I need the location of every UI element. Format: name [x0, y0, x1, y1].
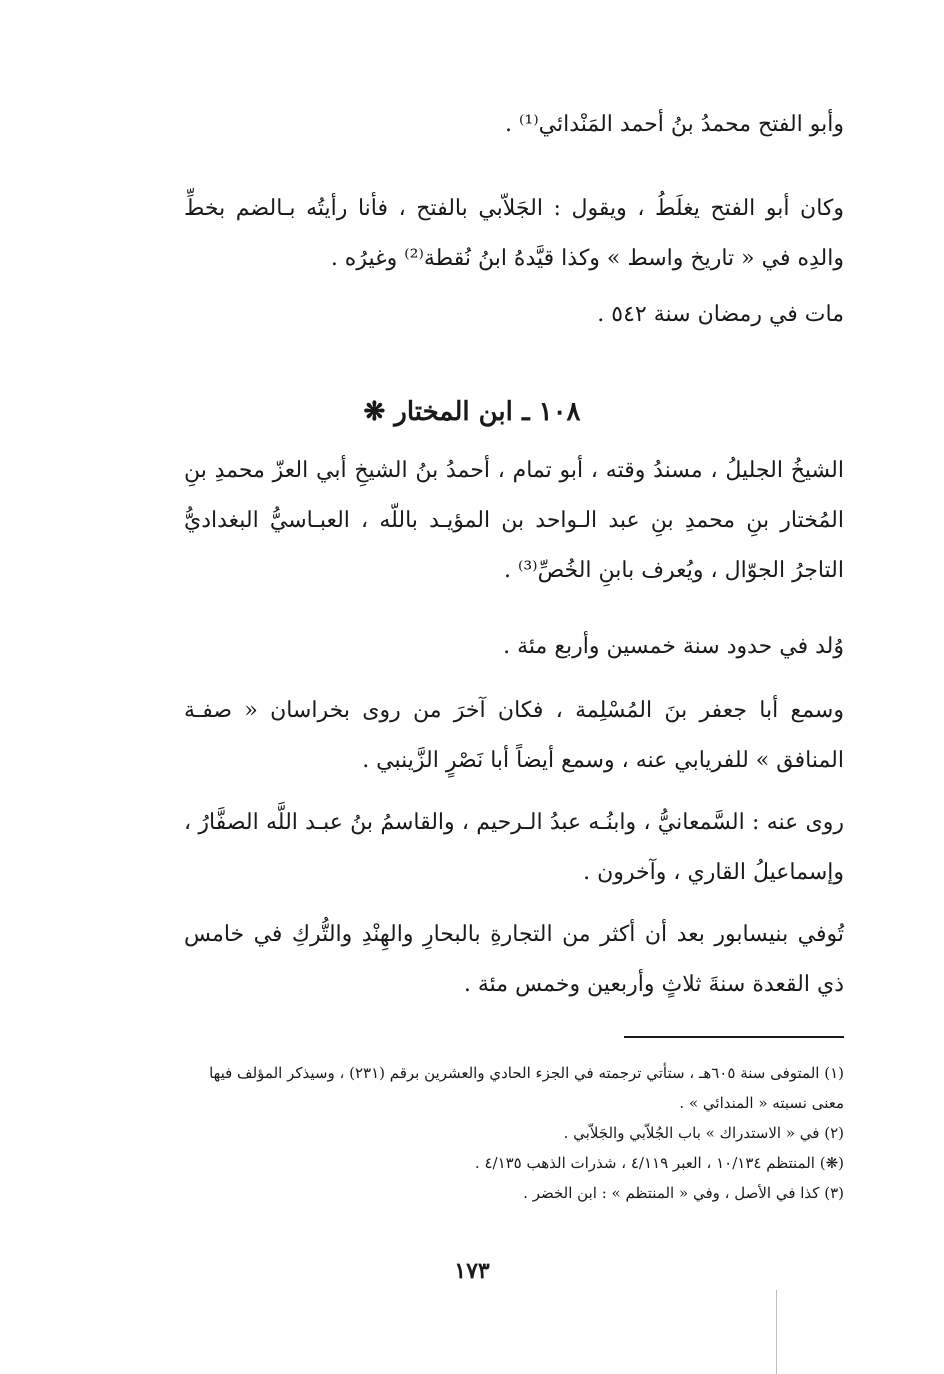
footnote-2: (٢) في « الاستدراك » باب الجُلاّبي والجَلاّبي .: [563, 1124, 844, 1142]
footnote-1: (١) المتوفى سنة ٦٠٥هـ ، ستأتي ترجمته في الجزء الحادي والعشرين برقم (٢٣١) ، وسيذكر المؤلف فيها معنى نسبته « المندائي » .: [209, 1064, 844, 1112]
paragraph-death: تُوفي بنيسابور بعد أن أكثر من التجارةِ بالبحارِ والهِنْدِ والتُّركِ في خامس ذي القعدة سنةَ ثلاثٍ وأربعين وخمس مئة .: [184, 922, 844, 997]
paragraph-mandai: وأبو الفتح محمدُ بنُ أحمد المَنْدائي⁽¹⁾ .: [505, 112, 844, 137]
paragraph-biography: الشيخُ الجليلُ ، مسندُ وقته ، أبو تمام ، أحمدُ بنُ الشيخِ أبي العزّ محمدِ بنِ المُختار بنِ محمدِ بنِ عبد الـواحد بن المؤيـد باللّه ، العبـاسيُّ البغداديُّ التاجرُ الجوّال ، ويُعرف بابنِ الخُصِّ⁽³⁾ .: [184, 458, 844, 583]
footnotes: [184, 1058, 844, 1208]
paragraph-heard: وسمع أبا جعفر بنَ المُسْلِمة ، فكان آخرَ من روى بخراسان « صفـة المنافق » للفريابي عنه ، وسمع أيضاً أبا نَصْرٍ الزَّينبي .: [184, 698, 844, 773]
entry-heading: ١٠٨ ـ ابن المختار ❋: [363, 397, 581, 427]
paragraph-narrators: روى عنه : السَّمعانيُّ ، وابنُـه عبدُ الـرحيم ، والقاسمُ بنُ عبـد اللَّه الصفَّارُ ، وإسماعيلُ القاري ، وآخرون .: [184, 810, 844, 885]
paragraph-birth: وُلد في حدود سنة خمسين وأربع مئة .: [503, 634, 844, 659]
paragraph-jallabi: وكان أبو الفتح يغلَطُ ، ويقول : الجَلاّبي بالفتح ، فأنا رأيتُه بـالضم بخطِّ والدِه في « تاريخ واسط » وكذا قيَّدهُ ابنُ نُقطة⁽²⁾ وغيرُه .: [184, 196, 844, 271]
paragraph-death-542: مات في رمضان سنة ٥٤٢ .: [597, 302, 844, 327]
page-number: ١٧٣: [454, 1258, 490, 1284]
footnote-divider: [624, 1036, 844, 1038]
footnote-star: (❋) المنتظم ١٠/١٣٤ ، العبر ٤/١١٩ ، شذرات الذهب ٤/١٣٥ .: [474, 1154, 844, 1172]
footnote-3: (٣) كذا في الأصل ، وفي « المنتظم » : ابن الخضر .: [523, 1184, 844, 1202]
scan-artifact-line: [776, 1290, 777, 1374]
